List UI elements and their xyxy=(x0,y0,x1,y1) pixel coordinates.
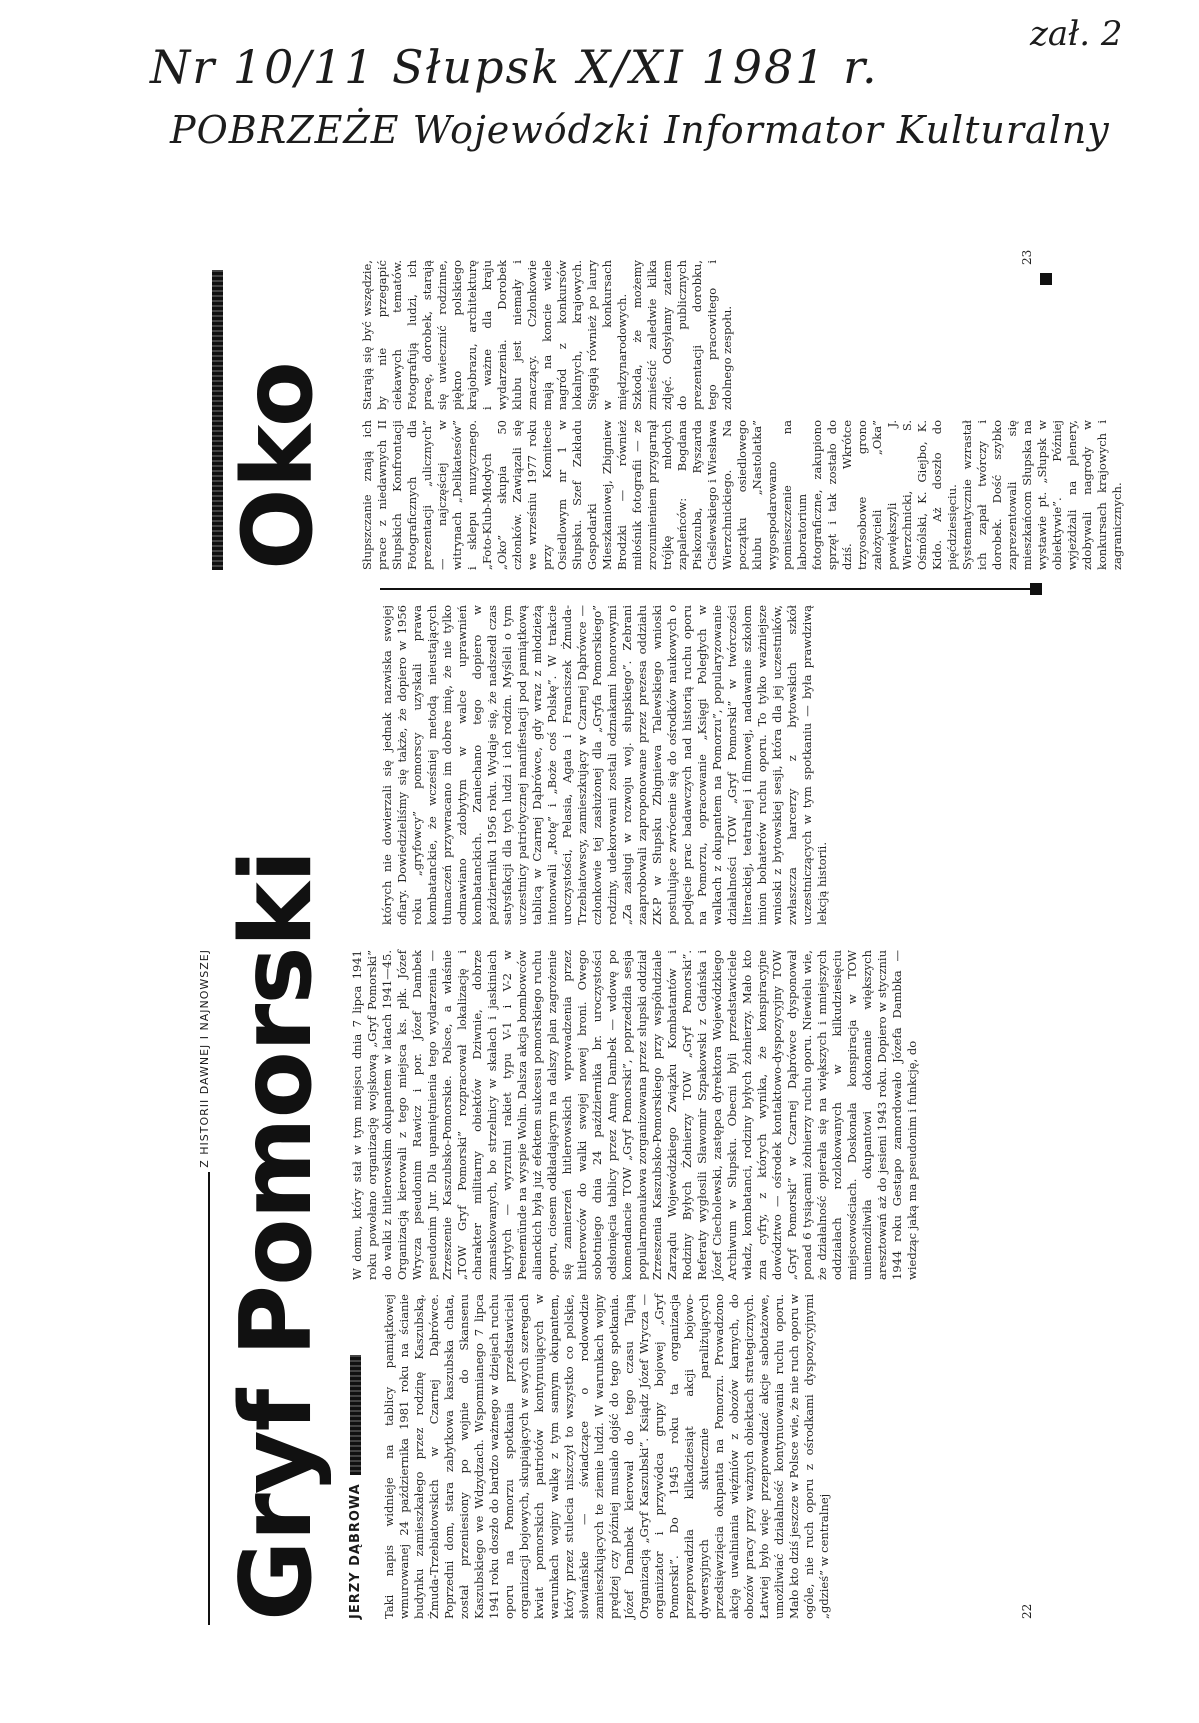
section-header: Z HISTORII DAWNEJ I NAJNOWSZEJ xyxy=(198,945,211,1172)
marker-square xyxy=(1030,583,1042,595)
author-name: JERZY DĄBROWA xyxy=(348,1483,363,1619)
page-number-22: 22 xyxy=(1020,1603,1034,1619)
right-col-2: Słupszczanie znają ich prace z niedawnych II Słupskich Konfrontacji Fotograficznych dla prezentacji „ulicznych” — najczęściej w witrynach „Delikatesów” i sklepu muzycznego. „Foto-Klub-Młodych „Oko” skupia 50 członków. Zawiązali się we wrześniu 1977 roku przy Komitecie Osiedlowym nr 1 w Słupsku. Szef Zakładu Gospodarki Mieszkaniowej, Zbigniew Brodzki — również miłośnik fotografii — ze zrozumieniem przygarnął trójkę młodych zapaleńców: Bogdana Piskozuba, Ryszarda Cieślewskiego i Wiesława Wierzchnickiego. Na początku osiedlowego klubu „Nastolatka” wygospodarowano pomieszczenie na laboratorium fotograficzne, zakupiono sprzęt i tak zostało do dziś. Wkrótce trzyosobowe grono założycieli „Oka” powiększyli J. Wierzchnicki, S. Ośmólski, K. Giejbo, K. Kido. Aż doszło do pięćdziesięciu. Systematycznie wzrastał ich zapał twórczy i dorobek. Dość szybko zaprezentowali się mieszkańcom Słupska na wystawie pt. „Słupsk w obiektywie”. Później wyjeżdżali na plenery, zdobywali nagrody w konkursach krajowych i zagranicznych. xyxy=(360,420,1124,570)
author-rule xyxy=(350,1355,361,1475)
left-page xyxy=(198,850,1060,1625)
column-divider xyxy=(380,588,1030,590)
page-number-23: 23 xyxy=(1020,249,1034,265)
right-col-1: których nie dowierzali się jednak nazwiska swojej ofiary. Dowiedzieliśmy się także, że dopiero w 1956 roku „gryfowcy” pomorscy uzyskali prawa kombatanckie, że wcześniej metodą nieustających tłumaczeń przywracano im dobre imię, że nie tylko odmawiano zdobytym w walce uprawnień kombatanckich. Zaniechano tego dopiero w październiku 1956 roku. Wydaje się, że nadszedł czas satysfakcji dla tych ludzi i ich rodzin. Myśleli o tym uczestnicy patriotycznej manifestacji pod pamiątkową tablicą w Czarnej Dąbrówce, gdy wraz z młodzieżą intonowali „Rotę” i „Boże coś Polskę”. W trakcie uroczystości, Pelasia, Agata i Franciszek Żmuda-Trzebiatowscy, zamieszkujący w Czarnej Dąbrówce — członkowie tej zasłużonej dla „Gryfa Pomorskiego” rodziny, udekorowani zostali odznakami honorowymi „Za zasługi w rozwoju woj. słupskiego”. Zebrani zaaprobowali zaproponowane przez prezesa oddziału ZK-P w Słupsku Zbigniewa Talewskiego wnioski postulujące zwrócenie się do ośrodków naukowych o podjęcie prac badawczych nad historią ruchu oporu na Pomorzu, opracowanie „Księgi Poległych w walkach z okupantem na Pomorzu”, popularyzowanie działalności TOW „Gryf Pomorski” w twórczości literackiej, teatralnej i filmowej, nadawanie szkołom imion bohaterów ruchu oporu. To tylko ważniejsze wnioski z bytowskiej sesji, która dla jej uczestników, zwłaszcza harcerzy z bytowskich szkół uczestniczących w tym spotkaniu — była prawdziwą lekcją historii. xyxy=(380,605,829,925)
handwritten-publication-line: POBRZEŻE Wojewódzki Informator Kulturalny xyxy=(170,108,1110,152)
oko-title: Oko xyxy=(222,361,334,570)
corner-square xyxy=(1040,273,1052,285)
rotated-newspaper-spread xyxy=(198,245,1124,1625)
right-page xyxy=(200,245,1124,925)
article-title: Gryf Pomorski xyxy=(220,850,334,1621)
left-col-1: Taki napis widnieje na tablicy pamiątkowej wmurowanej 24 października 1981 roku na ścianie budynku zamieszkałego przez rodzinę Kaszubską, Żmuda-Trzebiatowskich w Czarnej Dąbrówce. Poprzedni dom, stara zabytkowa kaszubska chata, został przeniesiony po wojnie do Skansenu Kaszubskiego we Wdzydzach. Wspomnianego 7 lipca 1941 roku doszło do bardzo ważnego w dziejach ruchu oporu na Pomorzu spotkania przedstawicieli organizacji bojowych, skupiających w swych szeregach kwiat pomorskich patriotów kontynuujących w warunkach wojny walkę z tym samym okupantem, który przez stulecia niszczył to wszystko co polskie, słowiańskie — świadczące o rodowodzie zamieszkujących te ziemie ludzi. W warunkach wojny prędzej czy później musiało dojść do tego spotkania. Józef Dambek kierował do tego czasu Tajną Organizacją „Gryf Kaszubski”. Ksiądz Józef Wryczа — organizator i przywódca grupy bojowej „Gryf Pomorski”. Do 1945 roku ta organizacja przeprowadziła kilkadziesiąt akcji bojowo-dywersyjnych skutecznie paraliżujących przedsięwzięcia okupanta na Pomorzu. Prowadzono akcję uwalniania więźniów z obozów karnych, do obozów pracy przy ważnych obiektach strategicznych. Łatwiej było więc przeprowadzać akcje sabotażowe, umożliwiać działalność kontynuowania ruchu oporu. Mało kto dziś jeszcze w Polsce wie, że nie ruch oporu w ogóle, nie ruch oporu z ośrodkami dyspozycyjnymi „gdzieś” w centralnej xyxy=(382,1294,831,1619)
handwritten-corner-mark: zał. 2 xyxy=(1030,14,1123,54)
right-col-3: Starają się być wszędzie, by nie przegapić ciekawych tematów. Fotografują ludzi, ich pracę, dorobek, starają się uwiecznić rodzinne, piękno polskiego krajobrazu, architekturę i ważne dla kraju wydarzenia. Dorobek klubu jest niemały i znaczący. Członkowie mają na koncie wiele nagród z konkursów lokalnych, krajowych. Sięgają również po laury w konkursach międzynarodowych. Szkoda, że możemy zmieścić zaledwie kilka zdjęć. Odsyłamy zatem do publicznych prezentacji dorobku, tego pracowitego i zdolnego zespołu. xyxy=(360,260,734,410)
left-col-2: W domu, który stał w tym miejscu dnia 7 lipca 1941 roku powołano organizację wojskową „Gryf Pomorski” do walki z hitlerowskim okupantem w latach 1941—45. Organizacją kierowali z tego miejsca ks. płk. Józef Wrycza pseudonim Rawicz i por. Józef Dambek pseudonim Jur. Dla upamiętnienia tego wydarzenia — Zrzeszenie Kaszubsko-Pomorskie. Polsce, a właśnie „TOW Gryf Pomorski” rozpracował lokalizację i charakter militarny obiektów Dziwnie, dobrze zamaskowanych, bo strzelnicy w skałach i jaskiniach ukrytych — wyrzutni rakiet typu V-1 i V-2 w Peenemünde na wyspie Wolin. Dalsza akcja bombowców alianckich była już efektem sukcesu pomorskiego ruchu oporu, ciosem odkładającym na dalszy plan zagrożenie się zamierzeń hitlerowskich wprowadzenia przez hitlerowców do walki swojej nowej broni. Owego sobotniego dnia 24 października br. uroczystości odsłonięcia tablicy przez Annę Dambek — wdowę po komendancie TOW „Gryf Pomorski”, poprzedziła sesja popularnonaukowa zorganizowana przez słupski oddział Zrzeszenia Kaszubsko-Pomorskiego przy współudziale Zarządu Wojewódzkiego Związku Kombatantów i Rodziny Byłych Żołnierzy TOW „Gryf Pomorski”. Referaty wygłosili Sławomir Szpakowski z Gdańska i Józef Ciecholewski, zastępca dyrektora Wojewódzkiego Archiwum w Słupsku. Obecni byli przedstawiciele władz, kombatanci, rodziny byłych żołnierzy. Mało kto zna cyfry, z których wynika, że konspiracyjne dowództwo — ośrodek kontaktowo-dyspozycyjny TOW „Gryf Pomorski” w Czarnej Dąbrówce dysponował ponad 6 tysiącami żołnierzy ruchu oporu. Niewielu wie, że działalność opierała się na większych i mniejszych oddziałach rozlokowanych w kilkudziesięciu miejscowościach. Doskonała konspiracja w TOW uniemożliwiła okupantowi dokonanie większych aresztowań aż do jesieni 1943 roku. Dopiero w styczniu 1944 roku Gestapo zamordowało Józefa Dambka — wiedząc jaką ma pseudonim i funkcję, do xyxy=(350,950,919,1280)
handwritten-issue-line: Nr 10/11 Słupsk X/XI 1981 r. xyxy=(150,40,879,94)
